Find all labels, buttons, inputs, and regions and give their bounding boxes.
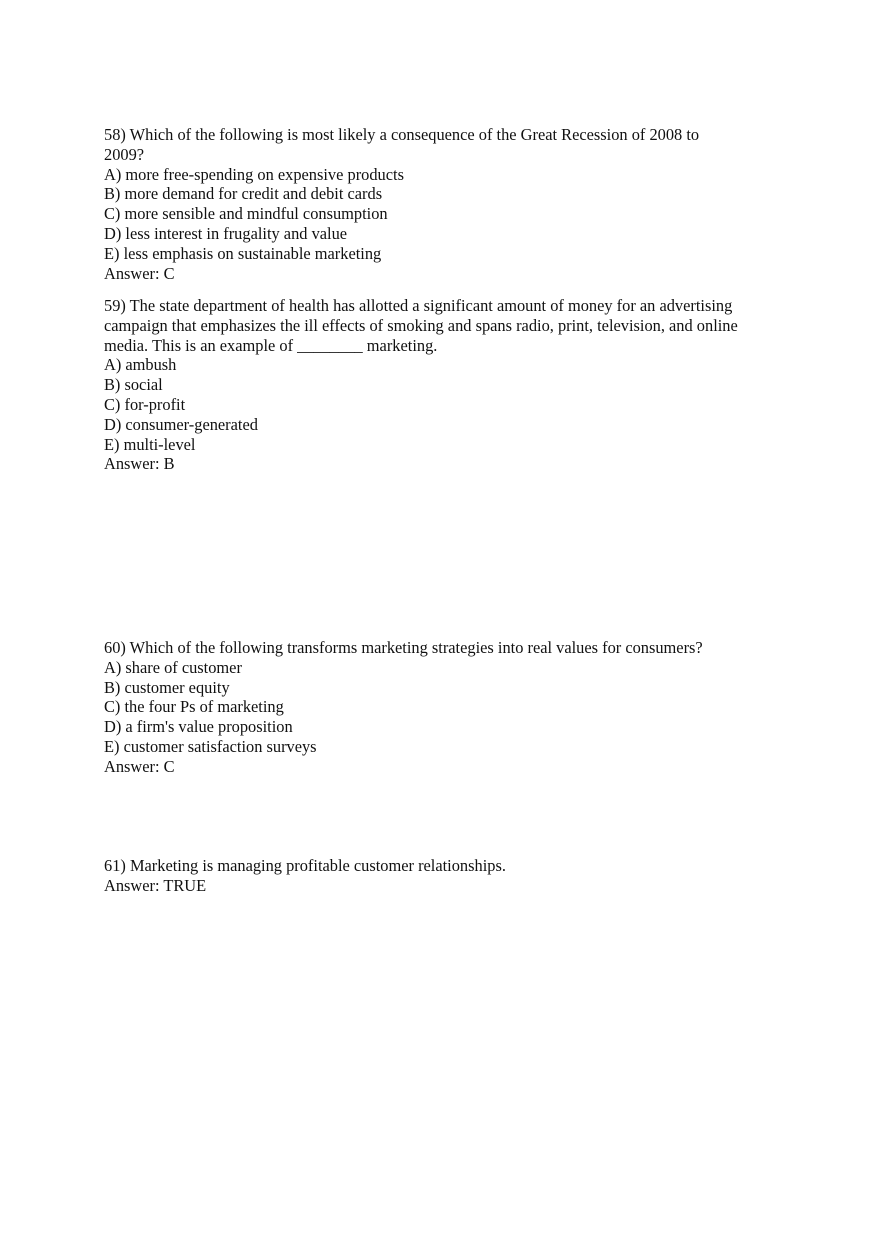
- question-60: [104, 638, 784, 777]
- answer-option-c: C) the four Ps of marketing: [104, 697, 284, 717]
- question-prompt-line: media. This is an example of ________ marketing.: [104, 335, 438, 355]
- answer-option-d: D) consumer-generated: [104, 414, 258, 434]
- question-prompt-line: 60) Which of the following transforms marketing strategies into real values for consumers?: [104, 638, 703, 657]
- question-59: [104, 296, 784, 474]
- question-prompt-line: 61) Marketing is managing profitable customer relationships.: [104, 856, 506, 875]
- answer-option-a: A) ambush: [104, 355, 177, 375]
- answer-option-a: A) share of customer: [104, 657, 242, 677]
- answer-option-e: E) multi-level: [104, 434, 196, 454]
- answer-option-c: C) for-profit: [104, 394, 186, 414]
- question-prompt-line: 2009?: [104, 144, 145, 164]
- answer-option-d: D) less interest in frugality and value: [104, 223, 348, 243]
- question-prompt-line: 59) The state department of health has allotted a significant amount of money for an advertising: [104, 296, 733, 315]
- answer-key: Answer: C: [104, 756, 175, 776]
- answer-option-b: B) more demand for credit and debit cards: [104, 184, 383, 204]
- answer-option-d: D) a firm's value proposition: [104, 717, 293, 737]
- question-61: [104, 856, 784, 896]
- answer-key: Answer: B: [104, 454, 175, 474]
- question-58: [104, 125, 784, 283]
- answer-option-c: C) more sensible and mindful consumption: [104, 204, 388, 224]
- answer-option-e: E) less emphasis on sustainable marketing: [104, 243, 382, 263]
- answer-option-b: B) social: [104, 375, 163, 395]
- answer-option-e: E) customer satisfaction surveys: [104, 736, 317, 756]
- answer-option-a: A) more free-spending on expensive products: [104, 164, 404, 184]
- answer-option-b: B) customer equity: [104, 677, 230, 697]
- question-prompt-line: campaign that emphasizes the ill effects of smoking and spans radio, print, television, and online: [104, 315, 738, 335]
- question-prompt-line: 58) Which of the following is most likely a consequence of the Great Recession of 2008 to: [104, 125, 700, 144]
- answer-key: Answer: TRUE: [104, 875, 207, 895]
- answer-key: Answer: C: [104, 263, 175, 283]
